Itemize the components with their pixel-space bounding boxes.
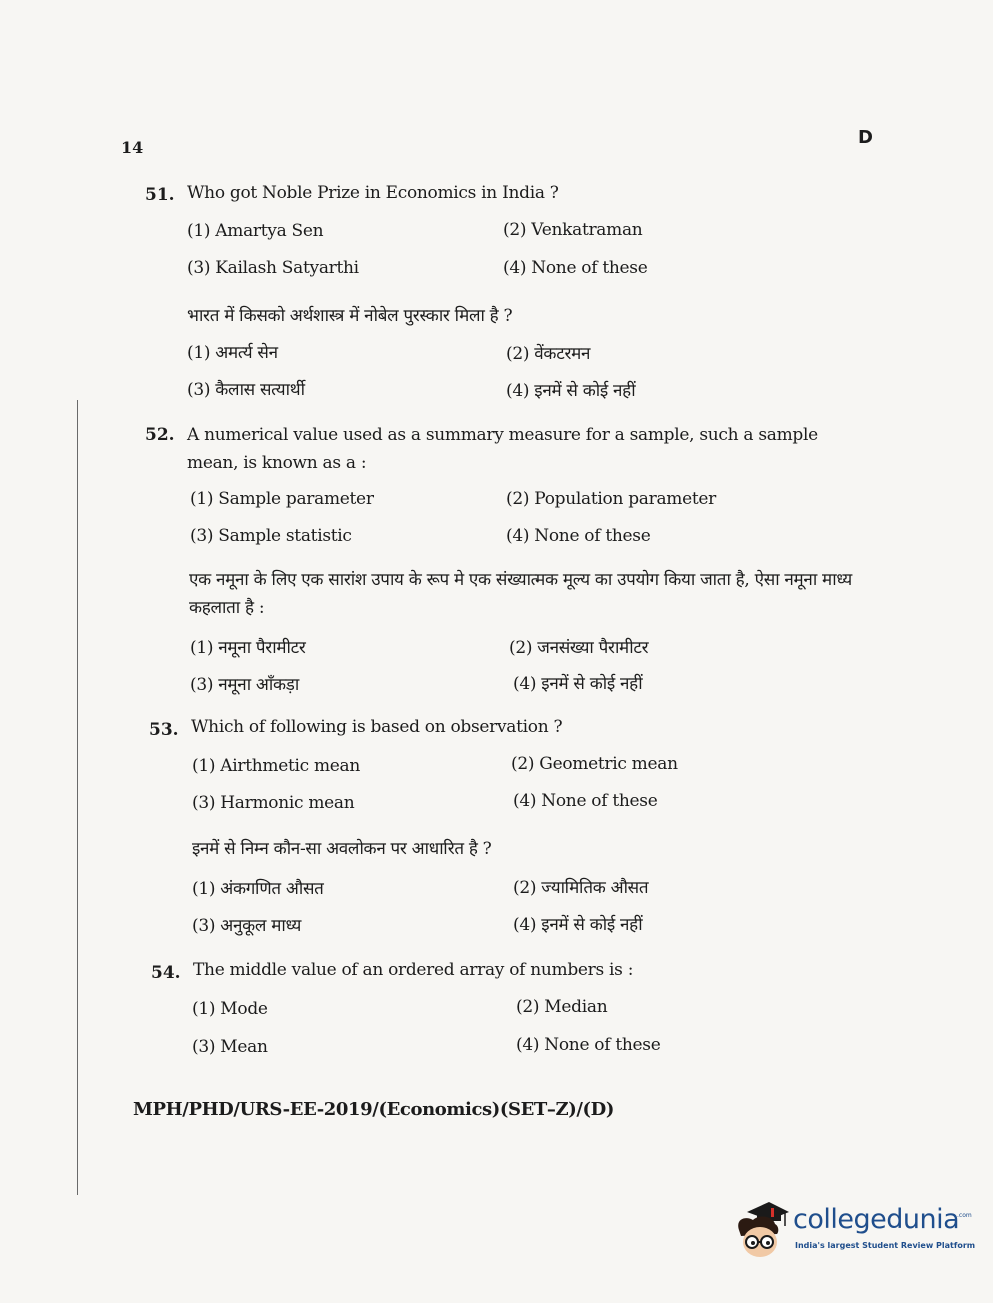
question-number: 53. <box>149 720 179 740</box>
left-margin-line <box>77 400 78 1195</box>
option-hi-4: (4) इनमें से कोई नहीं <box>506 381 636 401</box>
option-hi-2: (2) ज्यामितिक औसत <box>513 878 649 898</box>
question-number: 51. <box>145 185 175 205</box>
option-hi-3: (3) नमूना आँकड़ा <box>190 675 299 695</box>
student-mascot-icon <box>733 1200 791 1260</box>
option-en-1: (1) Airthmetic mean <box>192 756 361 776</box>
paper-code-footer: MPH/PHD/URS-EE-2019/(Economics)(SET–Z)/(D) <box>133 1099 614 1120</box>
page-number: 14 <box>121 138 144 157</box>
option-en-3: (3) Sample statistic <box>190 526 352 546</box>
question-text-en: Which of following is based on observation ? <box>191 717 563 737</box>
option-en-2: (2) Geometric mean <box>511 754 678 774</box>
option-en-3: (3) Harmonic mean <box>192 793 355 813</box>
option-hi-1: (1) अमर्त्य सेन <box>187 343 278 363</box>
question-number: 54. <box>151 963 181 983</box>
option-en-2: (2) Population parameter <box>506 489 717 509</box>
logo-suffix: .com <box>957 1212 972 1219</box>
option-hi-2: (2) वेंकटरमन <box>506 344 591 364</box>
set-code: D <box>858 127 873 148</box>
option-en-1: (1) Mode <box>192 999 268 1019</box>
option-en-4: (4) None of these <box>503 258 648 278</box>
option-hi-3: (3) कैलास सत्यार्थी <box>187 380 305 400</box>
option-en-1: (1) Amartya Sen <box>187 221 324 241</box>
option-en-3: (3) Mean <box>192 1037 268 1057</box>
question-text-en: A numerical value used as a summary measure for a sample, such a sample mean, is known as a : <box>187 425 818 473</box>
question-text-hi: भारत में किसको अर्थशास्त्र में नोबेल पुरस्कार मिला है ? <box>187 306 513 326</box>
question-text-en: The middle value of an ordered array of numbers is : <box>193 960 634 980</box>
option-hi-2: (2) जनसंख्या पैरामीटर <box>509 638 649 658</box>
option-en-4: (4) None of these <box>513 791 658 811</box>
question-number: 52. <box>145 425 175 445</box>
option-en-2: (2) Median <box>516 997 608 1017</box>
option-hi-3: (3) अनुकूल माध्य <box>192 916 302 936</box>
option-en-1: (1) Sample parameter <box>190 489 374 509</box>
option-en-4: (4) None of these <box>516 1035 661 1055</box>
collegedunia-logo[interactable] <box>733 1200 976 1260</box>
question-text-en: Who got Noble Prize in Economics in India ? <box>187 183 559 203</box>
option-en-4: (4) None of these <box>506 526 651 546</box>
option-hi-1: (1) नमूना पैरामीटर <box>190 638 306 658</box>
option-en-2: (2) Venkatraman <box>503 220 643 240</box>
question-text-hi: एक नमूना के लिए एक सारांश उपाय के रूप मे एक संख्यात्मक मूल्य का उपयोग किया जाता है, ऐसा नमूना माध्य कहलाता है : <box>189 570 852 618</box>
option-en-3: (3) Kailash Satyarthi <box>187 258 359 278</box>
option-hi-4: (4) इनमें से कोई नहीं <box>513 915 643 935</box>
option-hi-4: (4) इनमें से कोई नहीं <box>513 674 643 694</box>
logo-tagline: India's largest Student Review Platform <box>795 1241 976 1250</box>
logo-wordmark: collegedunia <box>793 1204 960 1235</box>
question-text-hi: इनमें से निम्न कौन-सा अवलोकन पर आधारित है ? <box>192 839 492 859</box>
option-hi-1: (1) अंकगणित औसत <box>192 879 324 899</box>
